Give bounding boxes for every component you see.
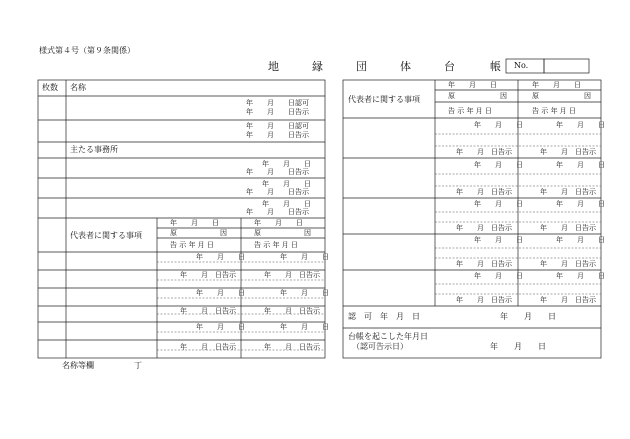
rep-notice-ymd-a: 告 示 年 月 日 [170, 241, 214, 249]
rblk3-ymd-a: 年 月 日 [474, 200, 523, 208]
rblk3-ymd-b: 年 月 日 [556, 200, 605, 208]
ledger-ymd: 年 月 日 [490, 342, 546, 351]
lrow-notice-3a: 年 月 日告示 [180, 343, 236, 351]
ledger-date-label: 台帳を起こした年月日 [348, 332, 428, 341]
lrow-ymd-1b: 年 月 日 [280, 253, 329, 261]
rep-cause-b2: 因 [304, 229, 311, 237]
rep-ymd-b: 年 月 日 [254, 219, 303, 227]
rblk2-notice-a: 年 月 日告示 [456, 188, 512, 196]
rblk2-ymd-a: 年 月 日 [474, 161, 523, 169]
office-ymd-1: 年 月 日 [262, 160, 311, 168]
rhead-notice-b: 告 示 年 月 日 [532, 107, 576, 115]
title-char-1: 地 [268, 60, 279, 73]
approval-date-label: 認 可 年 月 日 [348, 312, 420, 321]
title-char-5: 台 [444, 60, 455, 73]
lrow-notice-1a: 年 月 日告示 [180, 271, 236, 279]
office-label: 主たる事務所 [70, 145, 118, 154]
rblk4-ymd-b: 年 月 日 [556, 236, 605, 244]
col-sheets: 枚数 [42, 83, 58, 92]
rhead-cause-a2: 原 [532, 92, 539, 100]
rblk2-ymd-b: 年 月 日 [556, 161, 605, 169]
name-approve-2: 年 月 日認可 [246, 122, 309, 130]
rblk1-notice-a: 年 月 日告示 [456, 148, 512, 156]
lrow-notice-1b: 年 月 日告示 [264, 271, 320, 279]
office-notice-1: 年 月 日告示 [246, 168, 309, 176]
rblk3-notice-b: 年 月 日告示 [540, 224, 596, 232]
rep-label-left: 代表者に関する事項 [70, 231, 142, 240]
rep-cause-b1: 因 [220, 229, 227, 237]
name-notice-2: 年 月 日告示 [246, 131, 309, 139]
lrow-ymd-3b: 年 月 日 [280, 323, 329, 331]
lrow-ymd-2a: 年 月 日 [196, 289, 245, 297]
rep-ymd-a: 年 月 日 [170, 219, 219, 227]
title-char-4: 体 [400, 60, 411, 73]
rep-cause-a1: 原 [170, 229, 177, 237]
rblk5-notice-b: 年 月 日告示 [540, 296, 596, 304]
rep-notice-ymd-b: 告 示 年 月 日 [254, 241, 298, 249]
col-name: 名称 [70, 83, 86, 92]
office-ymd-2: 年 月 日 [262, 180, 311, 188]
office-ymd-3: 年 月 日 [262, 200, 311, 208]
rhead-cause-b2: 因 [584, 92, 591, 100]
lrow-ymd-2b: 年 月 日 [280, 289, 329, 297]
lrow-notice-2a: 年 月 日告示 [180, 307, 236, 315]
name-approve-1: 年 月 日認可 [246, 99, 309, 107]
form-number: 様式第４号（第９条関係） [39, 46, 135, 55]
no-input[interactable] [546, 60, 586, 72]
rblk1-ymd-b: 年 月 日 [556, 121, 605, 129]
rep-cause-a2: 原 [254, 229, 261, 237]
rblk4-notice-b: 年 月 日告示 [540, 260, 596, 268]
rhead-cause-a1: 原 [448, 92, 455, 100]
office-notice-3: 年 月 日告示 [246, 208, 309, 216]
title-char-2: 縁 [312, 60, 323, 73]
no-label: No. [514, 61, 529, 70]
rhead-cause-b1: 因 [500, 92, 507, 100]
rblk1-notice-b: 年 月 日告示 [540, 148, 596, 156]
rblk5-ymd-a: 年 月 日 [474, 272, 523, 280]
rep-label-right: 代表者に関する事項 [348, 95, 420, 104]
rblk2-notice-b: 年 月 日告示 [540, 188, 596, 196]
lrow-ymd-3a: 年 月 日 [196, 323, 245, 331]
lrow-notice-3b: 年 月 日告示 [264, 343, 320, 351]
page-unit: 丁 [134, 361, 142, 370]
office-notice-2: 年 月 日告示 [246, 188, 309, 196]
title-char-3: 団 [356, 60, 367, 73]
approval-ymd: 年 月 日 [500, 312, 556, 321]
rblk5-ymd-b: 年 月 日 [556, 272, 605, 280]
rblk1-ymd-a: 年 月 日 [474, 121, 523, 129]
ledger-date-sub: （認可告示日） [352, 342, 408, 351]
rblk3-notice-a: 年 月 日告示 [456, 224, 512, 232]
rblk5-notice-a: 年 月 日告示 [456, 296, 512, 304]
name-notice-1: 年 月 日告示 [246, 108, 309, 116]
rblk4-notice-a: 年 月 日告示 [456, 260, 512, 268]
name-column-label: 名称等欄 [62, 361, 94, 370]
rblk4-ymd-a: 年 月 日 [474, 236, 523, 244]
lrow-ymd-1a: 年 月 日 [196, 253, 245, 261]
rhead-ymd-a: 年 月 日 [448, 81, 497, 89]
rhead-notice-a: 告 示 年 月 日 [448, 107, 492, 115]
lrow-notice-2b: 年 月 日告示 [264, 307, 320, 315]
rhead-ymd-b: 年 月 日 [532, 81, 581, 89]
title-char-6: 帳 [490, 60, 501, 73]
